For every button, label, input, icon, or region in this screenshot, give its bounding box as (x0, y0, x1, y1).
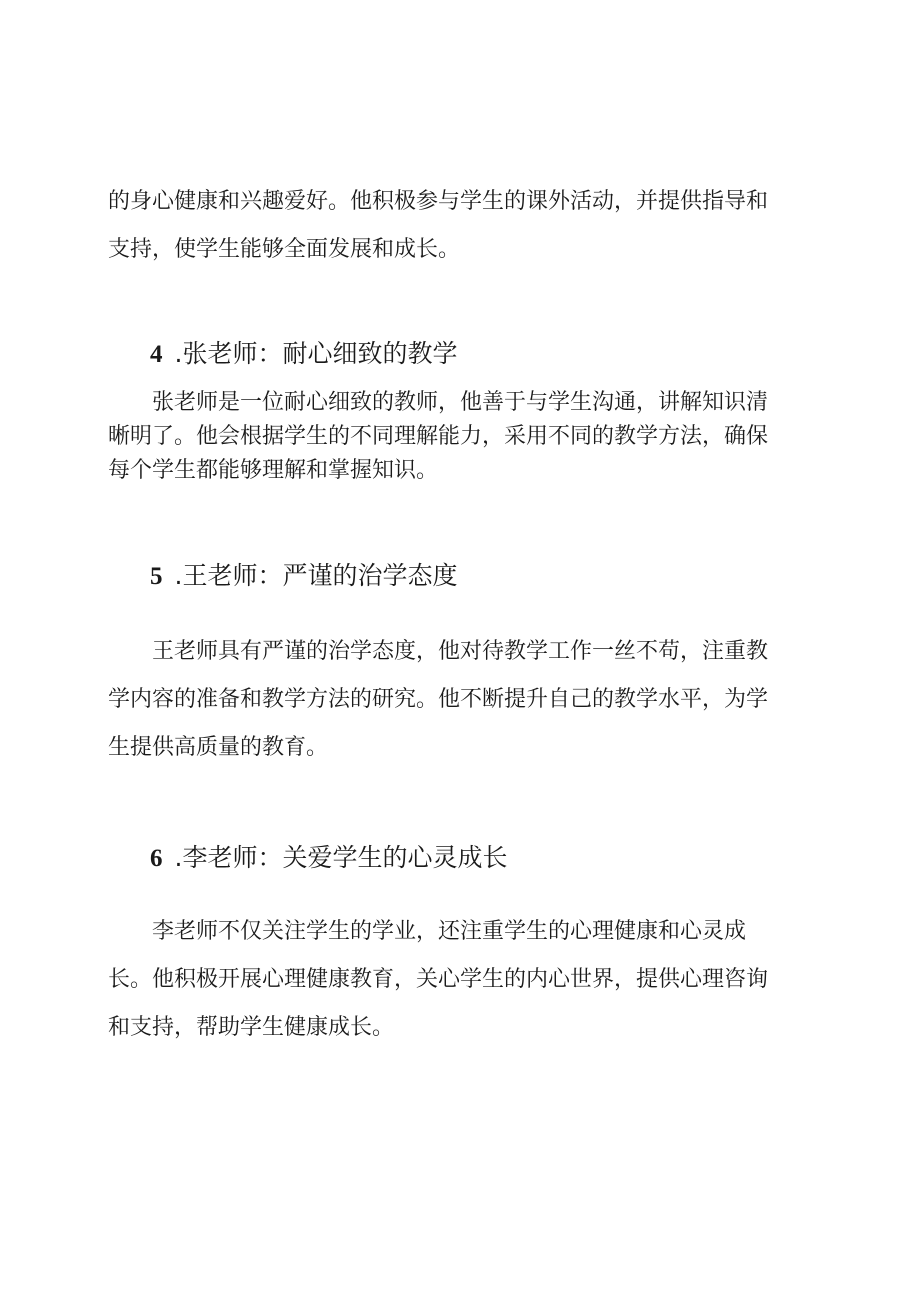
paragraph-line: 张老师是一位耐心细致的教师，他善于与学生沟通，讲解知识清 (152, 390, 769, 415)
section-number: 4 (150, 341, 163, 368)
section-number: 6 (150, 845, 163, 872)
section-title: .李老师：关爱学生的心灵成长 (174, 843, 508, 872)
paragraph-line: 和支持，帮助学生健康成长。 (108, 1015, 395, 1040)
paragraph-line: 李老师不仅关注学生的学业，还注重学生的心理健康和心灵成 (152, 919, 747, 944)
paragraph-line: 生提供高质量的教育。 (108, 735, 329, 760)
paragraph-line: 晰明了。他会根据学生的不同理解能力，采用不同的教学方法，确保 (108, 424, 769, 449)
section-title: .王老师：严谨的治学态度 (174, 561, 458, 590)
section-title: .张老师：耐心细致的教学 (174, 339, 458, 368)
section-number: 5 (150, 563, 163, 590)
paragraph-line: 学内容的准备和教学方法的研究。他不断提升自己的教学水平，为学 (108, 687, 769, 712)
intro-paragraph (108, 178, 808, 274)
section-heading-4 (150, 334, 457, 370)
section-paragraph-5 (108, 628, 808, 772)
paragraph-line: 每个学生都能够理解和掌握知识。 (108, 458, 439, 483)
paragraph-line: 长。他积极开展心理健康教育，关心学生的内心世界，提供心理咨询 (108, 967, 769, 992)
section-paragraph-6 (108, 908, 808, 1052)
paragraph-line: 支持，使学生能够全面发展和成长。 (108, 237, 461, 262)
section-heading-5 (150, 556, 457, 592)
section-paragraph-4 (108, 386, 808, 488)
paragraph-line: 王老师具有严谨的治学态度，他对待教学工作一丝不苟，注重教 (152, 639, 769, 664)
section-heading-6 (150, 838, 507, 874)
paragraph-line: 的身心健康和兴趣爱好。他积极参与学生的课外活动，并提供指导和 (108, 189, 769, 214)
